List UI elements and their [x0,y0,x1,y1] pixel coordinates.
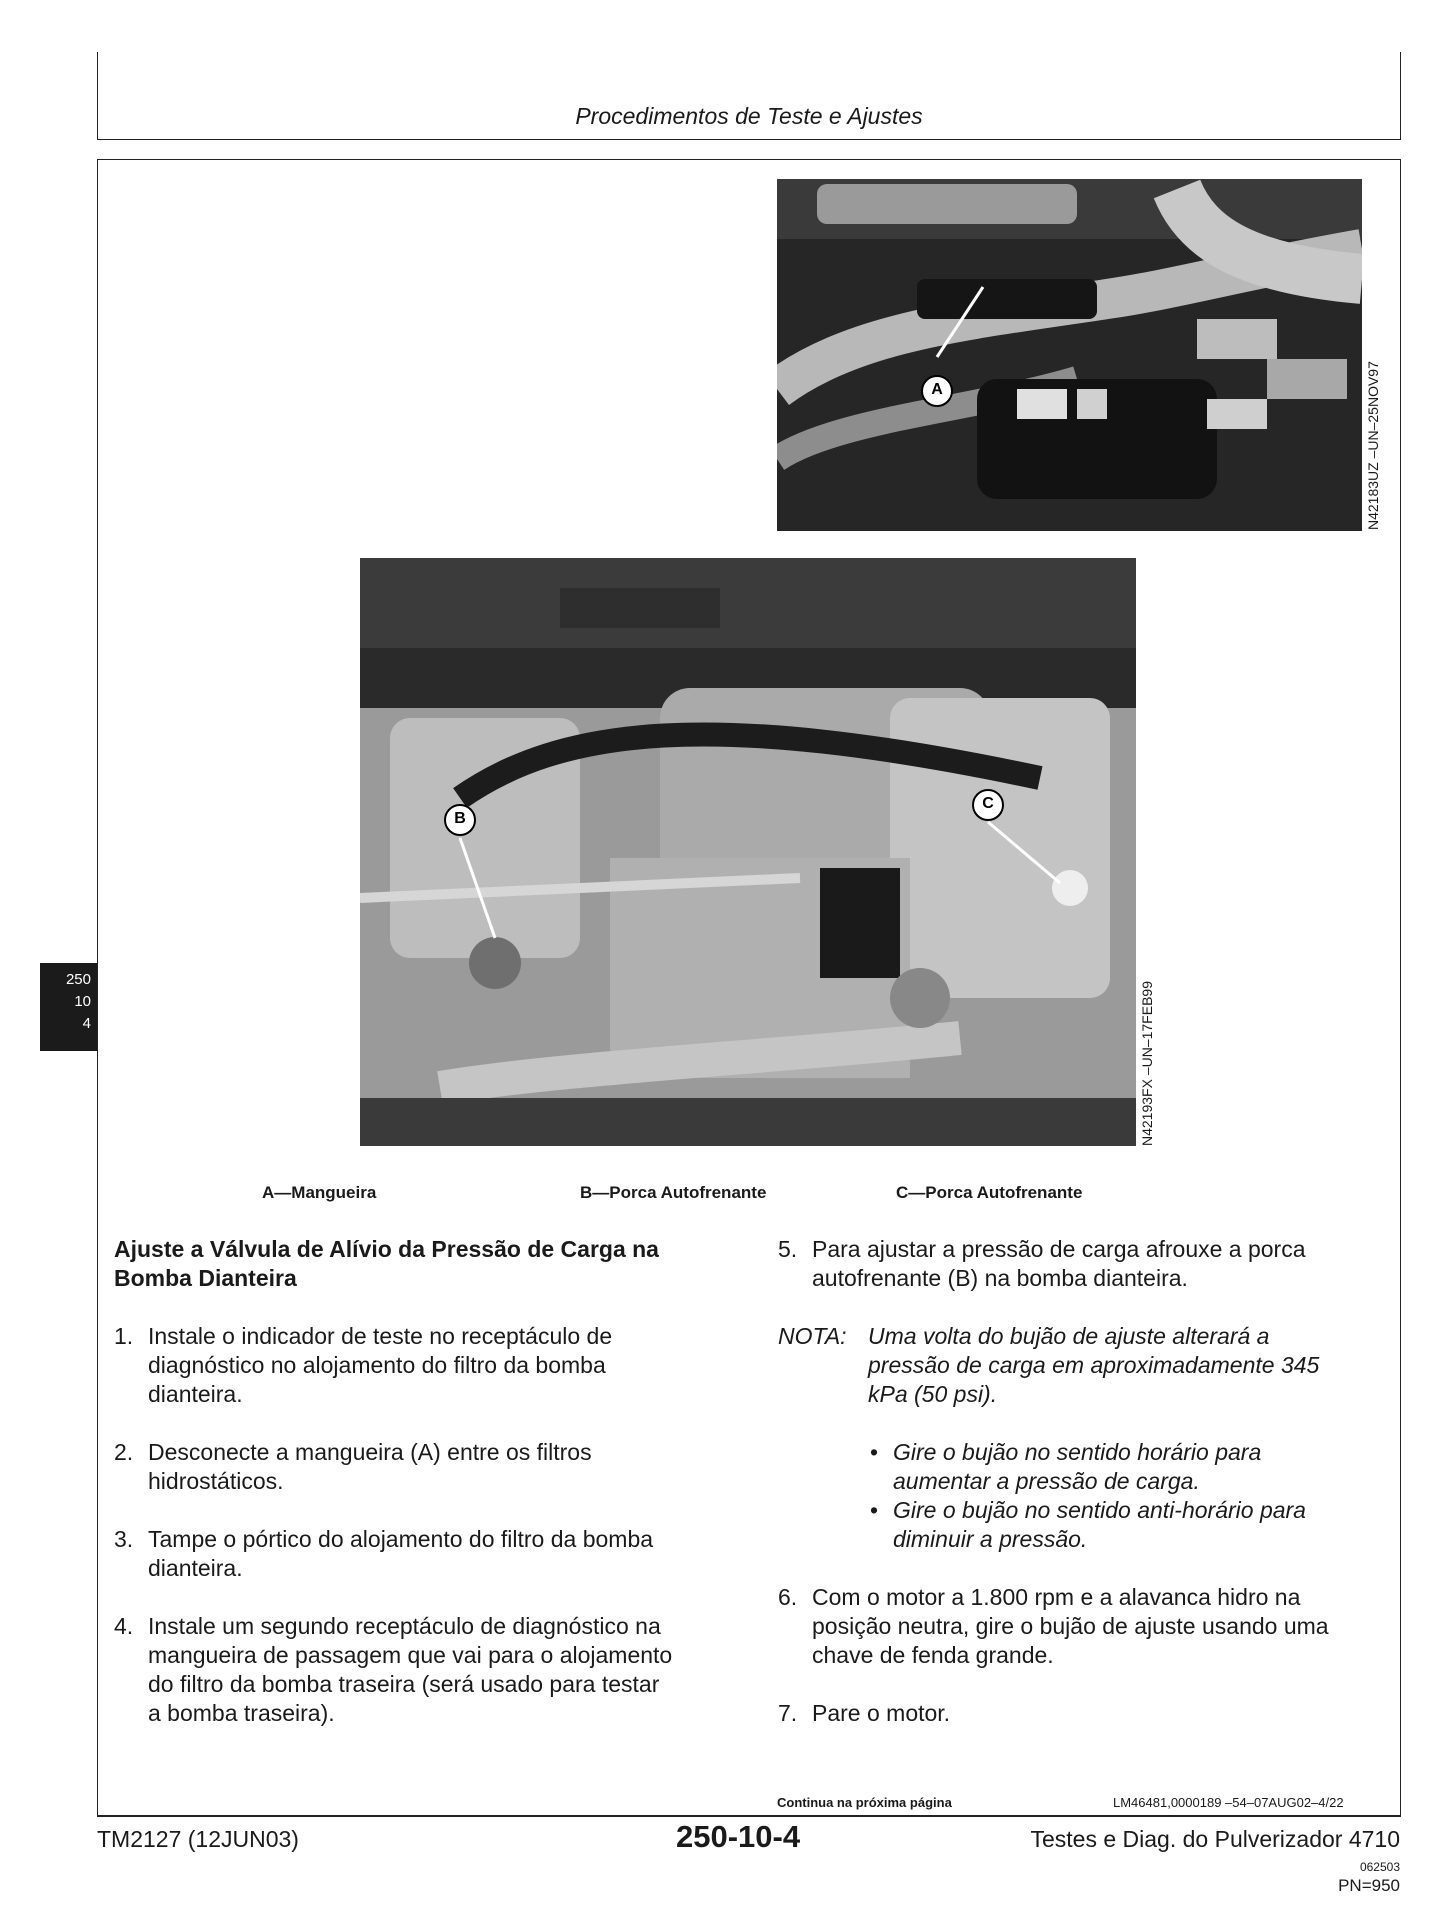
bullet-text-line: Gire o bujão no sentido horário para [893,1439,1262,1465]
footer-manual-title: Testes e Diag. do Pulverizador 4710 [1030,1826,1400,1852]
step-text-line: a bomba traseira). [148,1700,335,1726]
callout-legend-c: C—Porca Autofrenante [896,1183,1083,1202]
note-label: NOTA: [778,1323,847,1349]
callout-a-label: A [931,381,943,398]
bullet-dot: • [870,1497,879,1523]
step-text-line: do filtro da bomba traseira (será usado para testar [148,1671,660,1697]
photo-front-pump [360,558,1136,1146]
step-number: 2. [114,1439,134,1465]
footer-page-number: 250-10-4 [676,1819,801,1854]
step-6 [778,1583,1388,1670]
callout-b-label: B [454,810,466,827]
photo-hose-filters [777,179,1362,531]
header-bottom-rule [97,139,1401,140]
step-2 [114,1438,734,1496]
content-frame-bottom-rule [97,1815,1401,1817]
bullet-item [778,1496,1388,1554]
step-number: 4. [114,1613,134,1639]
bullet-dot: • [870,1439,879,1465]
step-number: 5. [778,1236,798,1262]
step-5 [778,1235,1388,1293]
step-number: 7. [778,1700,798,1726]
running-title: Procedimentos de Teste e Ajustes [575,103,923,129]
bullet-text-line: diminuir a pressão. [893,1526,1088,1552]
step-text-line: Desconecte a mangueira (A) entre os filtros [148,1439,592,1465]
step-1 [114,1322,734,1409]
right-column [778,1235,1388,1728]
step-text-line: Tampe o pórtico do alojamento do filtro da bomba [148,1526,654,1552]
bullet-text-line: Gire o bujão no sentido anti-horário para [893,1497,1306,1523]
footer-date-code: 062503 [1359,1860,1400,1874]
step-number: 3. [114,1526,134,1552]
step-number: 6. [778,1584,798,1610]
step-text-line: dianteira. [148,1381,243,1407]
side-tab-line2: 10 [74,993,91,1010]
note-text-line: kPa (50 psi). [868,1381,998,1407]
step-7 [778,1699,1388,1728]
step-text-line: chave de fenda grande. [812,1642,1054,1668]
side-tab-line1: 250 [65,971,91,988]
section-heading [114,1235,734,1293]
photo-id-code-1: N42183UZ –UN–25NOV97 [1365,361,1381,530]
step-text-line: hidrostáticos. [148,1468,284,1494]
callout-legend-a: A—Mangueira [262,1183,377,1202]
section-side-tab [40,963,97,1051]
note-text-line: Uma volta do bujão de ajuste alterará a [868,1323,1270,1349]
step-text-line: Pare o motor. [812,1700,951,1726]
bullet-text-line: aumentar a pressão de carga. [893,1468,1200,1494]
footer-manual-id: TM2127 (12JUN03) [97,1826,299,1852]
note-text-line: pressão de carga em aproximadamente 345 [868,1352,1320,1378]
continued-next-page: Continua na próxima página [777,1795,952,1810]
step-text-line: Instale o indicador de teste no receptáculo de [148,1323,613,1349]
lm-reference: LM46481,0000189 –54–07AUG02–4/22 [1113,1795,1344,1810]
step-text-line: dianteira. [148,1555,243,1581]
callout-c-label: C [982,795,994,812]
step-text-line: Com o motor a 1.800 rpm e a alavanca hidro na [812,1584,1301,1610]
left-column [114,1235,734,1728]
step-number: 1. [114,1323,134,1349]
step-3 [114,1525,734,1583]
step-text-line: autofrenante (B) na bomba dianteira. [812,1265,1188,1291]
note-block [778,1322,1388,1409]
step-text-line: Para ajustar a pressão de carga afrouxe a porca [812,1236,1306,1262]
callout-legend-b: B—Porca Autofrenante [580,1183,767,1202]
step-text-line: diagnóstico no alojamento do filtro da bomba [148,1352,606,1378]
step-4 [114,1612,734,1728]
section-heading-line: Bomba Dianteira [114,1265,297,1291]
step-text-line: mangueira de passagem que vai para o alojamento [148,1642,673,1668]
step-text-line: posição neutra, gire o bujão de ajuste usando uma [812,1613,1329,1639]
bullet-item [778,1438,1388,1496]
section-heading-line: Ajuste a Válvula de Alívio da Pressão de Carga na [114,1236,659,1262]
side-tab-line3: 4 [82,1015,91,1032]
photo-id-code-2: N42193FX –UN–17FEB99 [1139,981,1155,1146]
step-text-line: Instale um segundo receptáculo de diagnóstico na [148,1613,661,1639]
footer-pn: PN=950 [1338,1876,1400,1895]
